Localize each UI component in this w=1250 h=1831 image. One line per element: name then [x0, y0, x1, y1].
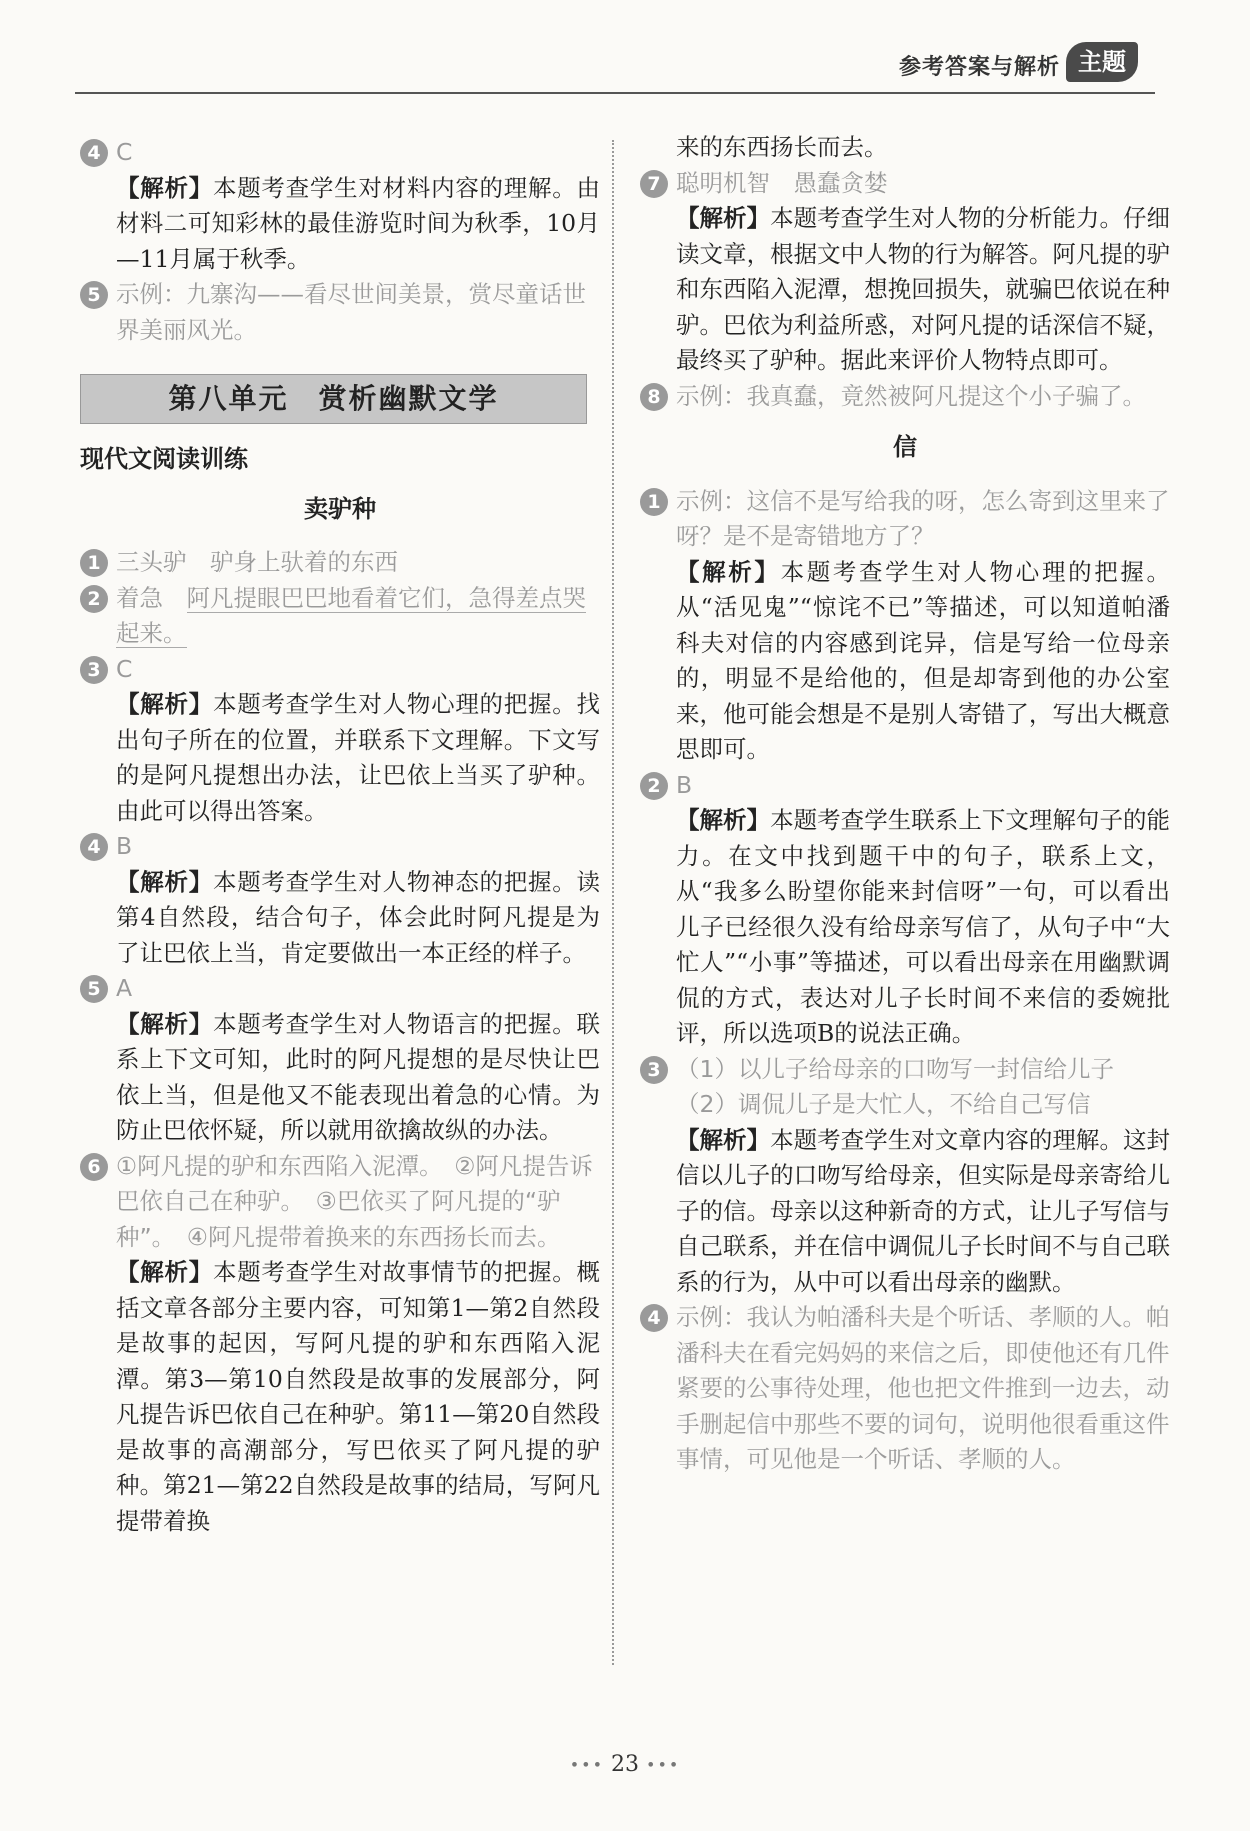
question-number: 8 [640, 383, 668, 411]
header-title: 参考答案与解析 [898, 55, 1060, 80]
analysis-body: 本题考查学生联系上下文理解句子的能力。在文中找到题干中的句子，联系上文，从“我多么盼望你能来封信呀”一句，可以看出儿子已经很久没有给母亲写信了，从句子中“大忙人”“小事”等描述，可以看出母亲在用幽默调侃的方式，表达对儿子长时间不来信的委婉批评，所以选项B的说法正确。 [676, 806, 1171, 1047]
analysis-text [116, 865, 600, 972]
header-rule [75, 92, 1155, 94]
analysis-body: 本题考查学生对故事情节的把握。概括文章各部分主要内容，可知第1—第2自然段是故事的起因，写阿凡提的驴和东西陷入泥潭。第3—第10自然段是故事的发展部分，阿凡提告诉巴依自己在种驴。第11—第20自然段是故事的高潮部分，写巴依买了阿凡提的驴种。第21—第22自然段是故事的结局，写阿凡提带着换 [116, 1258, 601, 1535]
answer-text: B [676, 770, 693, 799]
analysis-label: 【解析】 [676, 806, 771, 834]
column-divider [612, 140, 614, 1665]
analysis-label: 【解析】 [676, 1125, 771, 1154]
answer-item [80, 971, 600, 1007]
answer-item [80, 545, 600, 581]
answer-item [640, 484, 1170, 555]
question-number: 3 [80, 656, 108, 684]
answer-item [80, 652, 600, 688]
analysis-label: 【解析】 [116, 690, 213, 718]
answer-text: 聪明机智 愚蠢贪婪 [676, 168, 888, 197]
analysis-label: 【解析】 [116, 867, 213, 896]
unit-title: 第八单元 赏析幽默文学 [80, 374, 587, 424]
question-number: 5 [80, 975, 108, 1003]
answer-item [80, 277, 600, 348]
answer-text: 三头驴 驴身上驮着的东西 [116, 548, 398, 576]
answer-text: C [116, 654, 133, 683]
question-number: 5 [80, 281, 108, 309]
answer-item [640, 379, 1170, 415]
footer-dots: ••• [646, 1755, 681, 1775]
analysis-text [676, 201, 1170, 379]
answer-item [80, 1149, 600, 1256]
answer-text [116, 581, 600, 652]
analysis-text [116, 1255, 600, 1539]
analysis-body: 本题考查学生对材料内容的理解。由材料二可知彩林的最佳游览时间为秋季，10月—11月属于秋季。 [116, 173, 601, 273]
answer-item [80, 135, 600, 171]
page-header [0, 0, 1250, 100]
question-number: 1 [80, 549, 108, 577]
answer-text [676, 1052, 1114, 1123]
answer-text: 示例：我认为帕潘科夫是个听话、孝顺的人。帕潘科夫在看完妈妈的来信之后，即使他还有几件紧要的公事待处理，他也把文件推到一边去，动手删起信中那些不要的词句，说明他很看重这件事情，可见他是一个听话、孝顺的人。 [676, 1303, 1170, 1473]
analysis-text [676, 555, 1170, 768]
analysis-label: 【解析】 [676, 557, 781, 586]
analysis-label: 【解析】 [676, 204, 771, 232]
answer-item [640, 1052, 1170, 1123]
header-badge: 主题 [1066, 42, 1138, 82]
analysis-body: 本题考查学生对文章内容的理解。这封信以儿子的口吻写给母亲，但实际是母亲寄给儿子的信。母亲以这种新奇的方式，让儿子写信与自己联系，并在信中调侃儿子长时间不与自己联系的行为，从中可以看出母亲的幽默。 [676, 1125, 1171, 1296]
answer-text: A [116, 974, 133, 1002]
page-number-footer [0, 1752, 1250, 1777]
page-number: 23 [611, 1752, 639, 1777]
question-number: 2 [80, 585, 108, 613]
answer-part: （2）调侃儿子是大忙人，不给自己写信 [676, 1090, 1091, 1118]
answer-text: 示例：九寨沟——看尽世间美景，赏尽童话世界美丽风光。 [116, 280, 586, 344]
answer-item [640, 768, 1170, 804]
analysis-body: 本题考查学生对人物心理的把握。从“活见鬼”“惊诧不已”等描述，可以知道帕潘科夫对信的内容感到诧异，信是写给一位母亲的，明显不是给他的，但是却寄到他的办公室来，他可能会想是不是别人寄错了，写出大概意思即可。 [676, 557, 1171, 763]
left-column [80, 135, 600, 1539]
answer-text: 示例：我真蠢，竟然被阿凡提这个小子骗了。 [676, 381, 1146, 410]
story-title: 卖驴种 [304, 494, 376, 523]
question-number: 2 [640, 772, 668, 800]
answer-text: 示例：这信不是写给我的呀，怎么寄到这里来了呀？是不是寄错地方了？ [676, 486, 1170, 550]
analysis-label: 【解析】 [116, 173, 213, 202]
answer-text: B [116, 832, 133, 860]
answer-part: 着急 [116, 583, 163, 612]
answer-item [80, 581, 600, 652]
answer-quote: 阿凡提眼巴巴地看着它们，急得差点哭起来。 [116, 583, 586, 647]
question-number: 4 [640, 1304, 668, 1332]
answer-text: C [116, 138, 133, 166]
analysis-text [676, 803, 1170, 1052]
analysis-text [676, 1123, 1170, 1301]
question-number: 4 [80, 139, 108, 167]
answer-text: ①阿凡提的驴和东西陷入泥潭。 ②阿凡提告诉巴依自己在种驴。 ③巴依买了阿凡提的“驴种”。 ④阿凡提带着换来的东西扬长而去。 [116, 1151, 593, 1251]
analysis-text [116, 687, 600, 829]
analysis-body: 本题考查学生对人物神态的把握。读第4自然段，结合句子，体会此时阿凡提是为了让巴依上当，肯定要做出一本正经的样子。 [116, 867, 601, 967]
right-column [640, 130, 1170, 1478]
answer-item [640, 1300, 1170, 1478]
analysis-body: 本题考查学生对人物的分析能力。仔细读文章，根据文中人物的行为解答。阿凡提的驴和东西陷入泥潭，想挽回损失，就骗巴依说在种驴。巴依为利益所惑，对阿凡提的话深信不疑，最终买了驴种。据此来评价人物特点即可。 [676, 204, 1171, 374]
question-number: 3 [640, 1056, 668, 1084]
answer-item [80, 829, 600, 865]
analysis-body: 本题考查学生对人物心理的把握。找出句子所在的位置，并联系下文理解。下文写的是阿凡提想出办法，让巴依上当买了驴种。由此可以得出答案。 [116, 690, 601, 825]
story-title: 信 [893, 433, 917, 461]
footer-dots: ••• [569, 1755, 604, 1775]
question-number: 4 [80, 833, 108, 861]
section-title: 现代文阅读训练 [80, 445, 248, 473]
analysis-text [116, 1007, 600, 1149]
analysis-label: 【解析】 [116, 1009, 213, 1038]
analysis-text: 来的东西扬长而去。 [676, 133, 888, 161]
answer-item [640, 166, 1170, 202]
question-number: 7 [640, 170, 668, 198]
analysis-text [116, 171, 600, 278]
analysis-body: 本题考查学生对人物语言的把握。联系上下文可知，此时的阿凡提想的是尽快让巴依上当，但是他又不能表现出着急的心情。为防止巴依怀疑，所以就用欲擒故纵的办法。 [116, 1009, 601, 1144]
answer-part: （1）以儿子给母亲的口吻写一封信给儿子 [676, 1054, 1114, 1083]
question-number: 1 [640, 488, 668, 516]
question-number: 6 [80, 1153, 108, 1181]
analysis-label: 【解析】 [116, 1258, 213, 1286]
